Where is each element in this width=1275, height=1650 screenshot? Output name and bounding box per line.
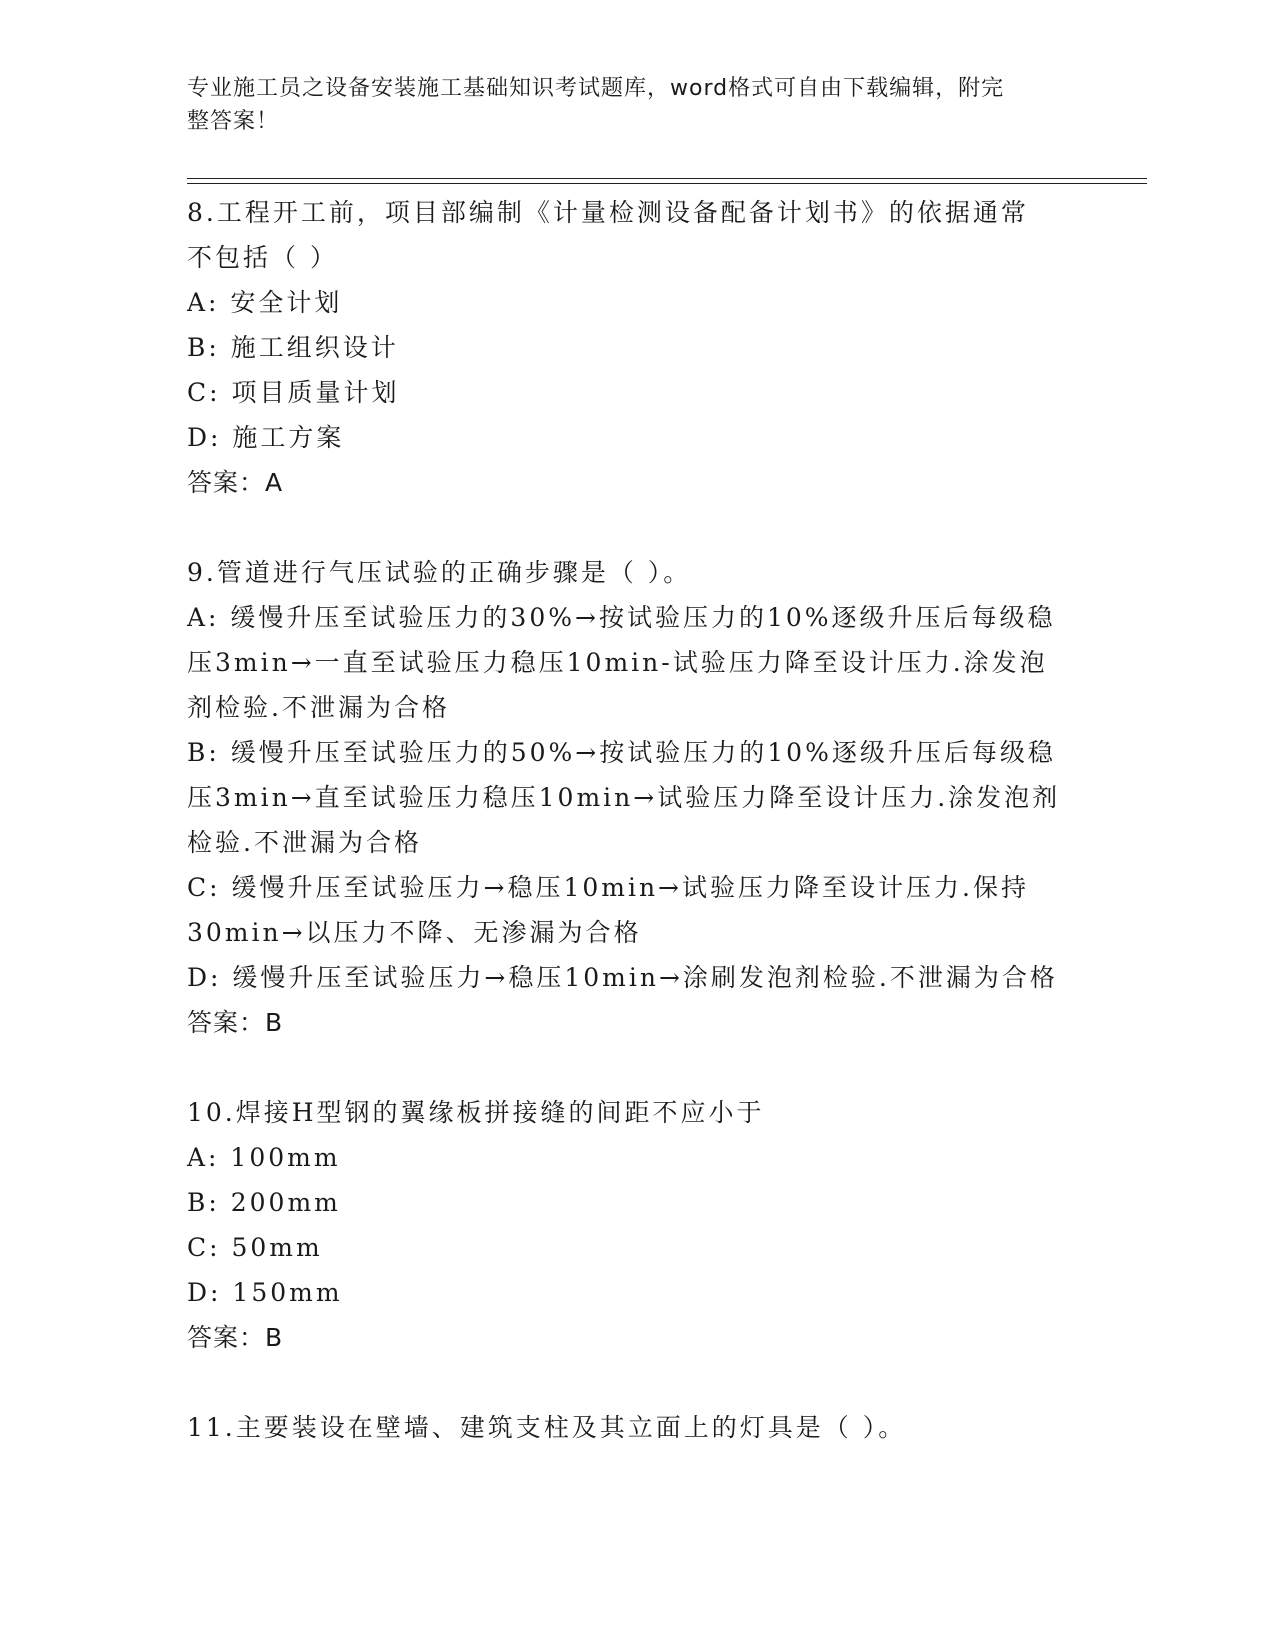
answer-label: 答案：B xyxy=(187,1323,284,1352)
question-stem: 10.焊接H型钢的翼缘板拼接缝的间距不应小于 xyxy=(187,1098,765,1127)
question-10 xyxy=(187,1090,1087,1360)
question-stem: 8.工程开工前，项目部编制《计量检测设备配备计划书》的依据通常 xyxy=(187,198,1029,227)
option-b: B: 200mm xyxy=(187,1188,341,1217)
option-b-continued: 压3min→直至试验压力稳压10min→试验压力降至设计压力.涂发泡剂 xyxy=(187,783,1061,812)
option-a: A: 安全计划 xyxy=(187,288,343,317)
header-divider-top xyxy=(187,178,1147,179)
option-a: A: 缓慢升压至试验压力的30%→按试验压力的10%逐级升压后每级稳 xyxy=(187,603,1056,632)
header-line-2: 整答案！ xyxy=(187,109,280,134)
option-c-continued: 30min→以压力不降、无渗漏为合格 xyxy=(187,918,642,947)
option-d: D: 施工方案 xyxy=(187,423,345,452)
option-b-continued: 检验.不泄漏为合格 xyxy=(187,828,422,857)
option-d: D: 缓慢升压至试验压力→稳压10min→涂刷发泡剂检验.不泄漏为合格 xyxy=(187,963,1058,992)
option-c: C: 50mm xyxy=(187,1233,323,1262)
question-8 xyxy=(187,190,1087,505)
question-list xyxy=(187,190,1087,1495)
question-stem: 11.主要装设在壁墙、建筑支柱及其立面上的灯具是（ ）。 xyxy=(187,1413,907,1442)
question-9 xyxy=(187,550,1087,1045)
answer-label: 答案：B xyxy=(187,1008,284,1037)
answer-label: 答案：A xyxy=(187,468,284,497)
document-header xyxy=(187,72,1067,138)
option-c: C: 项目质量计划 xyxy=(187,378,400,407)
question-11 xyxy=(187,1405,1087,1450)
option-a: A: 100mm xyxy=(187,1143,341,1172)
option-c: C: 缓慢升压至试验压力→稳压10min→试验压力降至设计压力.保持 xyxy=(187,873,1029,902)
option-a-continued: 压3min→一直至试验压力稳压10min-试验压力降至设计压力.涂发泡 xyxy=(187,648,1048,677)
header-line-1: 专业施工员之设备安装施工基础知识考试题库，word格式可自由下载编辑，附完 xyxy=(187,76,1005,101)
option-a-continued: 剂检验.不泄漏为合格 xyxy=(187,693,450,722)
question-stem: 不包括（ ） xyxy=(187,243,338,272)
option-d: D: 150mm xyxy=(187,1278,343,1307)
question-stem: 9.管道进行气压试验的正确步骤是（ ）。 xyxy=(187,558,692,587)
option-b: B: 缓慢升压至试验压力的50%→按试验压力的10%逐级升压后每级稳 xyxy=(187,738,1056,767)
option-b: B: 施工组织设计 xyxy=(187,333,399,362)
header-divider-bottom xyxy=(187,183,1147,184)
